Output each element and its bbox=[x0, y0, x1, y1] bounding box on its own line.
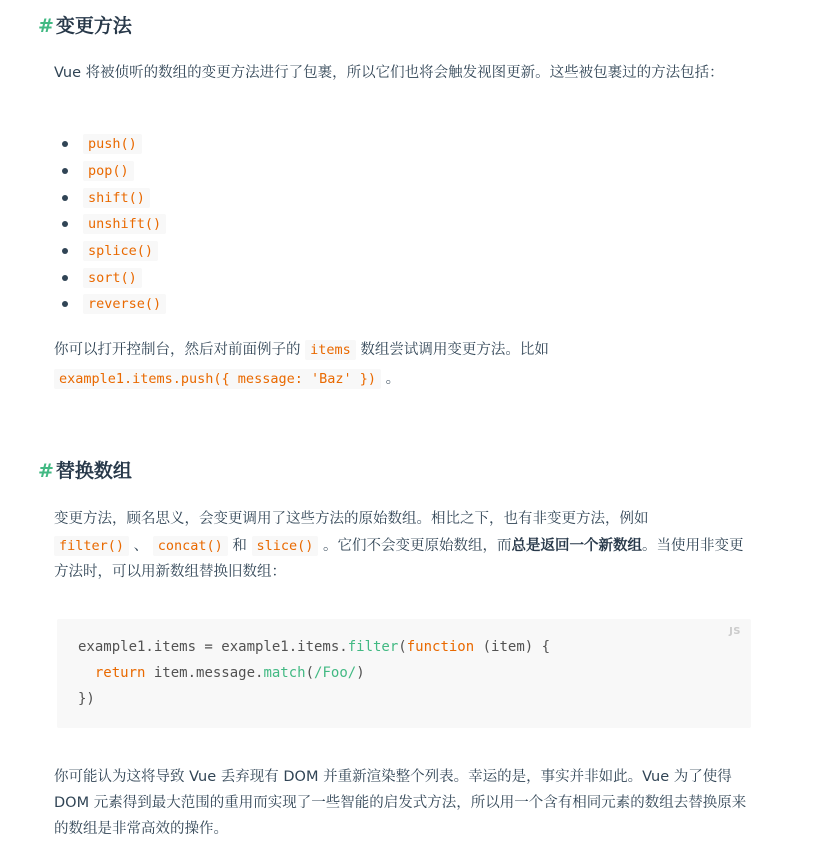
text-span: 你可以打开控制台，然后对前面例子的 bbox=[54, 342, 301, 358]
text-span: 数组尝试调用变更方法。比如 bbox=[360, 342, 549, 358]
text-span: 、 bbox=[133, 537, 149, 554]
list-item bbox=[58, 211, 166, 238]
code-function: match bbox=[263, 665, 306, 681]
dom-reuse-paragraph: 你可能认为这将导致 Vue 丢弃现有 DOM 并重新渲染整个列表。幸运的是，事实并非如此。Vue 为了使得 DOM 元素得到最大范围的重用而实现了一些智能的启发式方法，所以用一个含有相同元素的数组去替换原来的数组是非常高效的操作。 bbox=[54, 769, 747, 837]
inline-code-example: example1.items.push({ message: 'Baz' }) bbox=[54, 369, 381, 389]
text-span: 变更方法，顾名思义，会变更调用了这些方法的原始数组。相比之下，也有非变更方法，例如 bbox=[54, 511, 649, 527]
method-code: push() bbox=[83, 134, 142, 154]
replace-paragraph bbox=[54, 506, 754, 586]
list-item bbox=[58, 184, 166, 211]
bullet-icon bbox=[62, 275, 68, 281]
method-code: shift() bbox=[83, 188, 150, 208]
code-regex: /Foo/ bbox=[314, 665, 357, 681]
code-text: ( bbox=[305, 665, 315, 681]
bullet-icon bbox=[62, 301, 68, 307]
method-code: sort() bbox=[83, 268, 142, 288]
heading-title: 替换数组 bbox=[55, 460, 132, 482]
text-span: 和 bbox=[232, 537, 247, 554]
inline-code-filter: filter() bbox=[54, 536, 129, 556]
inline-code-concat: concat() bbox=[153, 536, 228, 556]
text-span: 。 bbox=[385, 371, 401, 387]
heading-anchor-link[interactable]: # bbox=[38, 460, 54, 482]
console-paragraph bbox=[54, 336, 754, 394]
bullet-icon bbox=[62, 221, 68, 227]
code-text: ) bbox=[356, 665, 365, 681]
code-text: example1.items = example1.items. bbox=[78, 639, 348, 655]
text-span: 。它们不会变更原始数组，而 bbox=[323, 537, 512, 554]
list-item bbox=[58, 158, 166, 185]
method-code: splice() bbox=[83, 241, 158, 261]
code-text: (item) { bbox=[474, 639, 551, 655]
code-language-label: JS bbox=[729, 626, 741, 637]
section-heading-replacing-array bbox=[38, 458, 132, 484]
bullet-icon bbox=[62, 248, 68, 254]
code-block bbox=[57, 619, 751, 728]
method-code: unshift() bbox=[83, 214, 166, 234]
code-function: filter bbox=[347, 639, 399, 655]
code-keyword: function bbox=[406, 639, 475, 655]
code-text: }) bbox=[78, 691, 95, 707]
method-code: reverse() bbox=[83, 294, 166, 314]
bullet-icon bbox=[62, 141, 68, 147]
section-heading-mutation-methods bbox=[38, 13, 132, 39]
heading-title: 变更方法 bbox=[55, 15, 132, 37]
heading-anchor-link[interactable]: # bbox=[38, 15, 54, 37]
code-indent bbox=[78, 665, 95, 681]
code-text: item.message. bbox=[145, 665, 264, 681]
code-keyword: return bbox=[94, 665, 146, 681]
emphasis-text: 总是返回一个新数组 bbox=[511, 537, 643, 554]
method-code: pop() bbox=[83, 161, 134, 181]
inline-code-items: items bbox=[305, 340, 356, 360]
list-item bbox=[58, 238, 166, 265]
bullet-icon bbox=[62, 168, 68, 174]
inline-code-slice: slice() bbox=[252, 536, 319, 556]
text-span: 。当使用非变更方法时，可以用新数组替换旧数组： bbox=[54, 537, 744, 580]
mutation-methods-list bbox=[58, 131, 166, 318]
bullet-icon bbox=[62, 195, 68, 201]
list-item bbox=[58, 264, 166, 291]
list-item bbox=[58, 291, 166, 318]
code-text: ( bbox=[398, 639, 407, 655]
list-item bbox=[58, 131, 166, 158]
intro-paragraph: Vue 将被侦听的数组的变更方法进行了包裹，所以它们也将会触发视图更新。这些被包裹过的方法包括： bbox=[54, 65, 724, 81]
code-content bbox=[78, 634, 550, 712]
